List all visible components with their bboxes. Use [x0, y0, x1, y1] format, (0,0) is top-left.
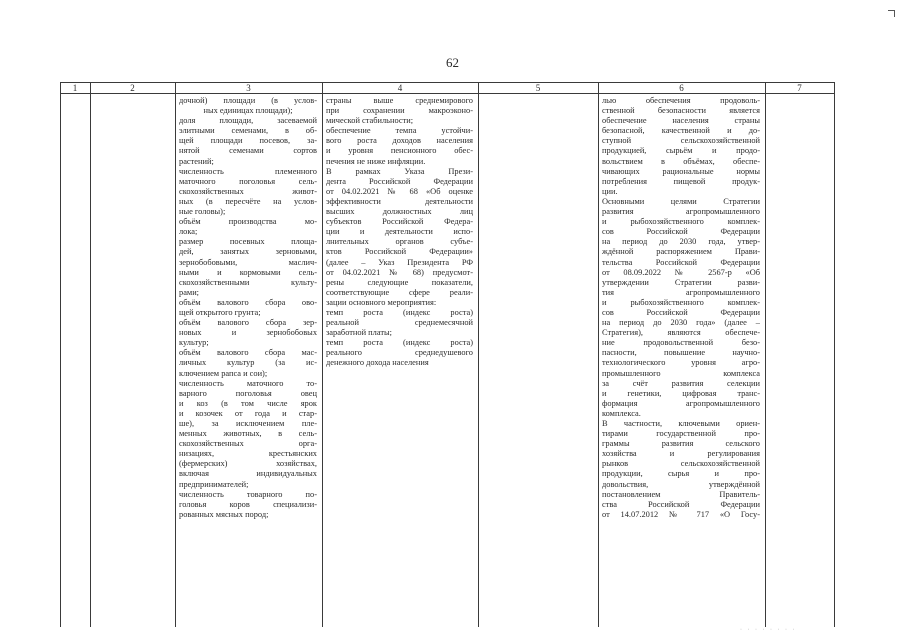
text-line: головья коров специализи-	[179, 499, 317, 509]
text-line: тельства Российской Федерации	[602, 257, 760, 267]
text-line: объём производства мо-	[179, 217, 317, 227]
text-line: комплекса.	[602, 408, 641, 418]
text-line: и рыбохозяйственного комплек-	[602, 297, 760, 307]
text-line: технологического уровня агро-	[602, 358, 760, 368]
text-line: хозяйства и регулирования	[602, 449, 760, 459]
text-line: ных единицах площади);	[203, 106, 293, 116]
text-line: скохозяйственными культу-	[179, 277, 317, 287]
text-line: постановлением Правитель-	[602, 489, 760, 499]
header-col-2: 2	[130, 83, 135, 93]
text-line: скохозяйственных орга-	[179, 439, 317, 449]
col-border-6	[765, 82, 766, 627]
text-line: ственной безопасности является	[602, 106, 760, 116]
text-line: ступной сельскохозяйственной	[602, 136, 760, 146]
text-line: безопасной, качественной и до-	[602, 126, 760, 136]
text-line: (фермерских) хозяйствах,	[179, 459, 317, 469]
text-line: печения не ниже инфляции.	[326, 156, 426, 166]
text-line: ключением рапса и сои);	[179, 368, 268, 378]
text-line: рами;	[179, 287, 200, 297]
text-line: формация агропромышленного	[602, 398, 760, 408]
text-line: рены следующие показатели,	[326, 277, 473, 287]
text-line: на период до 2030 года» (далее –	[602, 318, 760, 328]
text-line: вого роста доходов населения	[326, 136, 473, 146]
text-line: размер посевных площа-	[179, 237, 317, 247]
text-line: объём валового сбора зер-	[179, 318, 317, 328]
text-line: лока;	[179, 227, 198, 237]
text-line: низациях, крестьянских	[179, 449, 317, 459]
text-line: численность товарного по-	[179, 489, 317, 499]
text-line: субъектов Российской Федера-	[326, 217, 473, 227]
col-border-4	[478, 82, 479, 627]
text-line: мической стабильности;	[326, 116, 414, 126]
column-3-text	[179, 96, 317, 520]
text-line: за счёт развития селекции	[602, 378, 760, 388]
text-line: темп роста (индекс роста)	[326, 338, 473, 348]
text-line: щей площади посевов, за-	[179, 136, 317, 146]
text-line: довольствия, утверждённой	[602, 479, 760, 489]
page-number: 62	[446, 55, 459, 70]
header-col-5: 5	[535, 83, 541, 93]
header-col-7: 7	[797, 83, 802, 93]
text-line: ждённой распоряжением Прави-	[602, 247, 760, 257]
text-line: Основными целями Стратегии	[602, 196, 760, 206]
scan-corner-mark	[888, 10, 895, 17]
text-line: потребления пищевой продук-	[602, 176, 760, 186]
text-line: дента Российской Федерации	[326, 176, 473, 186]
text-line: объём валового сбора ово-	[179, 297, 317, 307]
header-col-3: 3	[246, 83, 251, 93]
text-line: растений;	[179, 156, 214, 166]
text-line: промышленного комплекса	[602, 368, 760, 378]
text-line: заработной платы;	[326, 328, 392, 338]
column-6-text	[602, 96, 760, 520]
text-line: ктов Российской Федерации»	[326, 247, 473, 257]
text-line: денежного дохода населения	[326, 358, 429, 368]
text-line: ства Российской Федерации	[602, 499, 760, 509]
text-line: В рамках Указа Прези-	[326, 166, 473, 176]
text-line: сов Российской Федерации	[602, 307, 760, 317]
text-line: темп роста (индекс роста)	[326, 307, 473, 317]
header-col-6: 6	[679, 83, 684, 93]
text-line: эффективности деятельности	[326, 196, 473, 206]
text-line: обеспечение темпа устойчи-	[326, 126, 473, 136]
text-line: вольствием в объёмах, обеспе-	[602, 156, 760, 166]
text-line: численность маточного то-	[179, 378, 317, 388]
header-col-1: 1	[72, 83, 78, 93]
text-line: высших должностных лиц	[326, 207, 473, 217]
text-line: от 14.07.2012 № 717 «О Госу-	[602, 509, 760, 519]
text-line: рынков сельскохозяйственной	[602, 459, 760, 469]
text-line: от 08.09.2022 № 2567-р «Об	[602, 267, 760, 277]
text-line: сов Российской Федерации	[602, 227, 760, 237]
text-line: развития агропромышленного	[602, 207, 760, 217]
text-line: чивающих рациональные нормы	[602, 166, 760, 176]
col-border-0	[60, 82, 61, 627]
text-line: утверждении Стратегии разви-	[602, 277, 760, 287]
text-line: доля площади, засеваемой	[179, 116, 317, 126]
header-bottom-border	[60, 93, 834, 94]
text-line: и коз (в том числе ярок	[179, 398, 317, 408]
text-line: лнительных органов субъе-	[326, 237, 473, 247]
text-line: ции и деятельности испо-	[326, 227, 473, 237]
text-line: объём валового сбора мас-	[179, 348, 317, 358]
text-line: и рыбохозяйственного комплек-	[602, 217, 760, 227]
text-line: В частности, ключевыми ориен-	[602, 419, 760, 428]
column-4-text	[326, 96, 473, 369]
col-border-7	[834, 82, 835, 627]
text-line: щей открытого грунта;	[179, 307, 261, 317]
text-line: культур;	[179, 338, 209, 348]
text-line: ше), за исключением пле-	[179, 419, 317, 428]
text-line: менных животных, в сель-	[179, 429, 317, 439]
text-line: соответствующие сфере реали-	[326, 287, 473, 297]
text-line: ние продовольственной безо-	[602, 338, 760, 348]
text-line: тирами государственной про-	[602, 429, 760, 439]
text-line: тия агропромышленного	[602, 287, 760, 297]
text-line: рованных мясных пород;	[179, 509, 269, 519]
text-line: дочной) площади (в услов-	[179, 96, 317, 105]
text-line: при сохранении макроэконо-	[326, 106, 473, 116]
text-line: скохозяйственных живот-	[179, 186, 317, 196]
col-border-2	[175, 82, 176, 627]
text-line: маточного поголовья сель-	[179, 176, 317, 186]
text-line: Стратегия), являются обеспече-	[602, 328, 760, 338]
text-line: зации основного мероприятия:	[326, 297, 437, 307]
text-line: ные головы);	[179, 207, 226, 217]
header-col-4: 4	[397, 83, 403, 93]
text-line: новых и зернобобовых	[179, 328, 317, 338]
text-line: реальной среднемесячной	[326, 318, 473, 328]
text-line: дей, занятых зерновыми,	[179, 247, 317, 257]
text-line: ных (в пересчёте на услов-	[179, 196, 317, 206]
text-line: и козочек от года и стар-	[179, 408, 317, 418]
col-border-1	[90, 82, 91, 627]
text-line: страны выше среднемирового	[326, 96, 473, 105]
text-line: лью обеспечения продоволь-	[602, 96, 760, 105]
text-line: численность племенного	[179, 166, 317, 176]
text-line: элитными семенами, в об-	[179, 126, 317, 136]
text-line: и уровня пенсионного обес-	[326, 146, 473, 156]
table-top-border	[60, 82, 834, 83]
text-line: от 04.02.2021 № 68) предусмот-	[326, 267, 473, 277]
text-line: ными и кормовыми сель-	[179, 267, 317, 277]
text-line: обеспечение населения страны	[602, 116, 760, 126]
scan-noise-stamp: · · · · · · · ·	[740, 627, 797, 633]
text-line: продукции, сырья и про-	[602, 469, 760, 479]
text-line: варного поголовья овец	[179, 388, 317, 398]
col-border-3	[322, 82, 323, 627]
text-line: зернобобовыми, маслич-	[179, 257, 317, 267]
text-line: личных культур (за ис-	[179, 358, 317, 368]
text-line: включая индивидуальных	[179, 469, 317, 479]
text-line: (далее – Указ Президента РФ	[326, 257, 473, 267]
text-line: продукцией, сырьём и продо-	[602, 146, 760, 156]
text-line: ции.	[602, 186, 618, 196]
text-line: от 04.02.2021 № 68 «Об оценке	[326, 186, 473, 196]
text-line: и генетики, цифровая транс-	[602, 388, 760, 398]
text-line: пасности, повышение научно-	[602, 348, 760, 358]
text-line: граммы развития сельского	[602, 439, 760, 449]
text-line: нятой семенами сортов	[179, 146, 317, 156]
text-line: реального среднедушевого	[326, 348, 473, 358]
text-line: на период до 2030 года, утвер-	[602, 237, 760, 247]
col-border-5	[598, 82, 599, 627]
text-line: предпринимателей;	[179, 479, 249, 489]
